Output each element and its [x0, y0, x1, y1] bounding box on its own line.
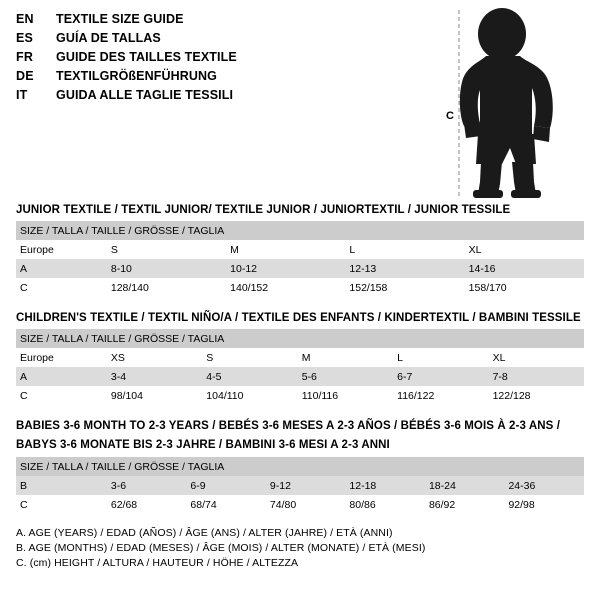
- size-header-label: SIZE / TALLA / TAILLE / GRÖSSE / TAGLIA: [16, 221, 584, 240]
- language-title: GUÍA DE TALLAS: [56, 31, 161, 45]
- language-code: IT: [16, 88, 28, 102]
- cell: 62/68: [107, 495, 187, 514]
- language-row: [16, 69, 446, 88]
- cell: 9-12: [266, 476, 346, 495]
- legend-line-b: B. AGE (MONTHS) / EDAD (MESES) / ÂGE (MOIS) / ALTER (MONATE) / ETÀ (MESI): [16, 542, 426, 554]
- language-row: [16, 31, 446, 50]
- size-header-label: SIZE / TALLA / TAILLE / GRÖSSE / TAGLIA: [16, 457, 584, 476]
- language-code: ES: [16, 31, 34, 45]
- section-babies: [16, 419, 584, 514]
- cell: 24-36: [504, 476, 584, 495]
- legend-line-c: C. (cm) HEIGHT / ALTURA / HAUTEUR / HÖHE / ALTEZZA: [16, 557, 299, 569]
- cell: 152/158: [345, 278, 464, 297]
- cell: 8-10: [107, 259, 226, 278]
- cell: 68/74: [186, 495, 266, 514]
- cell: 3-6: [107, 476, 187, 495]
- section-title: BABIES 3-6 MONTH TO 2-3 YEARS / BEBÉS 3-6 MESES A 2-3 AÑOS / BÉBÉS 3-6 MOIS À 2-3 ANS /: [16, 420, 560, 432]
- cell: 6-7: [393, 367, 488, 386]
- children-size-table: [16, 329, 584, 405]
- cell: 18-24: [425, 476, 505, 495]
- column-label: M: [298, 348, 393, 367]
- column-label: L: [393, 348, 488, 367]
- cell: 74/80: [266, 495, 346, 514]
- table-row: [16, 367, 584, 386]
- cell: 122/128: [489, 386, 584, 405]
- child-silhouette-icon: [440, 6, 590, 201]
- babies-size-table: [16, 457, 584, 514]
- cell: 98/104: [107, 386, 202, 405]
- column-label: Europe: [16, 348, 107, 367]
- table-row: [16, 386, 584, 405]
- cell: 86/92: [425, 495, 505, 514]
- cell: 110/116: [298, 386, 393, 405]
- column-label: XL: [465, 240, 584, 259]
- row-label: C: [16, 278, 107, 297]
- cell: 6-9: [186, 476, 266, 495]
- language-title-block: [16, 12, 446, 107]
- figure-area: [440, 6, 590, 201]
- language-row: [16, 12, 446, 31]
- language-title: TEXTILE SIZE GUIDE: [56, 12, 184, 26]
- table-header-row: [16, 457, 584, 476]
- language-title: TEXTILGRÖßENFÜHRUNG: [56, 69, 217, 83]
- cell: 7-8: [489, 367, 584, 386]
- section-children: [16, 311, 584, 405]
- section-title-line2: BABYS 3-6 MONATE BIS 2-3 JAHRE / BAMBINI 3-6 MESI A 2-3 ANNI: [16, 439, 390, 451]
- cell: 116/122: [393, 386, 488, 405]
- cell: 4-5: [202, 367, 297, 386]
- language-title: GUIDE DES TAILLES TEXTILE: [56, 50, 237, 64]
- language-row: [16, 50, 446, 69]
- table-row: [16, 348, 584, 367]
- cell: 128/140: [107, 278, 226, 297]
- legend-line-a: A. AGE (YEARS) / EDAD (AÑOS) / ÂGE (ANS) / ALTER (JAHRE) / ETÀ (ANNI): [16, 527, 393, 539]
- cell: 14-16: [465, 259, 584, 278]
- column-label: M: [226, 240, 345, 259]
- junior-size-table: [16, 221, 584, 297]
- section-junior: [16, 203, 584, 297]
- table-row: [16, 495, 584, 514]
- cell: 140/152: [226, 278, 345, 297]
- height-measure-label: C: [446, 110, 454, 122]
- column-label: S: [202, 348, 297, 367]
- cell: 12-18: [345, 476, 425, 495]
- table-header-row: [16, 329, 584, 348]
- section-title: JUNIOR TEXTILE / TEXTIL JUNIOR/ TEXTILE JUNIOR / JUNIORTEXTIL / JUNIOR TESSILE: [16, 204, 511, 216]
- column-label: S: [107, 240, 226, 259]
- language-code: EN: [16, 12, 34, 26]
- cell: 12-13: [345, 259, 464, 278]
- language-row: [16, 88, 446, 107]
- table-header-row: [16, 221, 584, 240]
- row-label: C: [16, 495, 107, 514]
- table-row: [16, 240, 584, 259]
- table-row: [16, 259, 584, 278]
- table-row: [16, 278, 584, 297]
- cell: 5-6: [298, 367, 393, 386]
- cell: 104/110: [202, 386, 297, 405]
- language-code: FR: [16, 50, 34, 64]
- row-label: C: [16, 386, 107, 405]
- column-label: XL: [489, 348, 584, 367]
- row-label: B: [16, 476, 107, 495]
- legend-block: [16, 526, 584, 571]
- row-label: A: [16, 367, 107, 386]
- cell: 10-12: [226, 259, 345, 278]
- cell: 92/98: [504, 495, 584, 514]
- cell: 158/170: [465, 278, 584, 297]
- column-label: Europe: [16, 240, 107, 259]
- section-title: CHILDREN'S TEXTILE / TEXTIL NIÑO/A / TEXTILE DES ENFANTS / KINDERTEXTIL / BAMBINI TESSILE: [16, 312, 581, 324]
- language-title: GUIDA ALLE TAGLIE TESSILI: [56, 88, 234, 102]
- table-row: [16, 476, 584, 495]
- size-header-label: SIZE / TALLA / TAILLE / GRÖSSE / TAGLIA: [16, 329, 584, 348]
- row-label: A: [16, 259, 107, 278]
- cell: 3-4: [107, 367, 202, 386]
- language-code: DE: [16, 69, 34, 83]
- column-label: L: [345, 240, 464, 259]
- column-label: XS: [107, 348, 202, 367]
- cell: 80/86: [345, 495, 425, 514]
